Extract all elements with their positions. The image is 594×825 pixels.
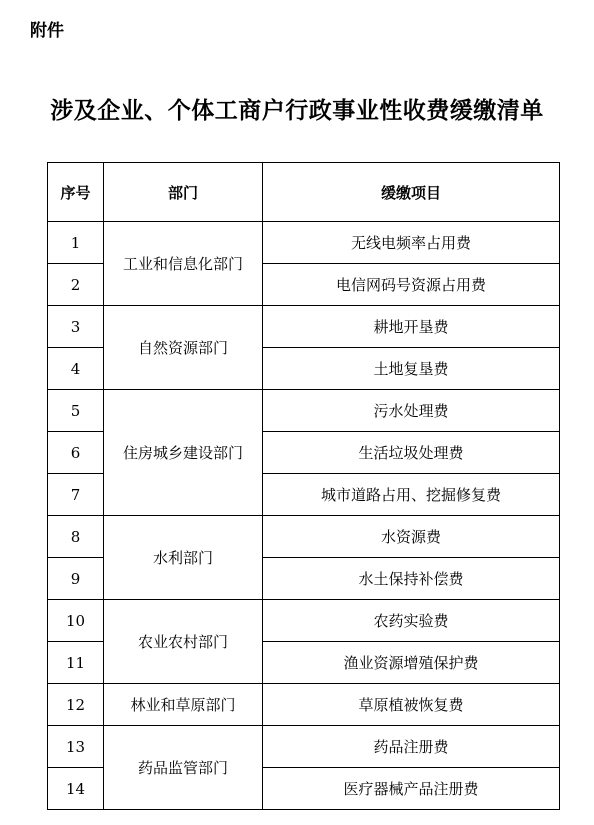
header-dept: 部门	[104, 163, 263, 222]
fee-item-cell: 医疗器械产品注册费	[263, 768, 560, 810]
department-cell: 药品监管部门	[104, 726, 263, 810]
department-cell: 水利部门	[104, 516, 263, 600]
department-cell: 农业农村部门	[104, 600, 263, 684]
header-item: 缓缴项目	[263, 163, 560, 222]
fee-item-cell: 土地复垦费	[263, 348, 560, 390]
table-row	[48, 390, 560, 432]
row-number: 4	[48, 348, 104, 390]
fee-item-cell: 污水处理费	[263, 390, 560, 432]
department-cell: 林业和草原部门	[104, 684, 263, 726]
row-number: 3	[48, 306, 104, 348]
row-number: 9	[48, 558, 104, 600]
fee-item-cell: 农药实验费	[263, 600, 560, 642]
table-row	[48, 684, 560, 726]
fee-item-cell: 水土保持补偿费	[263, 558, 560, 600]
department-cell: 工业和信息化部门	[104, 222, 263, 306]
fee-item-cell: 耕地开垦费	[263, 306, 560, 348]
table-row	[48, 222, 560, 264]
fee-item-cell: 无线电频率占用费	[263, 222, 560, 264]
fee-item-cell: 草原植被恢复费	[263, 684, 560, 726]
row-number: 7	[48, 474, 104, 516]
table-header-row	[48, 163, 560, 222]
table-row	[48, 306, 560, 348]
fee-item-cell: 水资源费	[263, 516, 560, 558]
table-row	[48, 726, 560, 768]
department-cell: 住房城乡建设部门	[104, 390, 263, 516]
row-number: 6	[48, 432, 104, 474]
row-number: 13	[48, 726, 104, 768]
row-number: 14	[48, 768, 104, 810]
fee-item-cell: 药品注册费	[263, 726, 560, 768]
fee-deferral-table	[47, 162, 560, 810]
fee-item-cell: 渔业资源增殖保护费	[263, 642, 560, 684]
row-number: 8	[48, 516, 104, 558]
row-number: 12	[48, 684, 104, 726]
document-title: 涉及企业、个体工商户行政事业性收费缓缴清单	[50, 98, 544, 124]
fee-item-cell: 电信网码号资源占用费	[263, 264, 560, 306]
table-row	[48, 516, 560, 558]
department-cell: 自然资源部门	[104, 306, 263, 390]
table-row	[48, 600, 560, 642]
table-body	[48, 222, 560, 810]
row-number: 2	[48, 264, 104, 306]
attachment-label: 附件	[30, 21, 64, 41]
row-number: 11	[48, 642, 104, 684]
row-number: 1	[48, 222, 104, 264]
fee-item-cell: 生活垃圾处理费	[263, 432, 560, 474]
header-no: 序号	[48, 163, 104, 222]
fee-item-cell: 城市道路占用、挖掘修复费	[263, 474, 560, 516]
row-number: 5	[48, 390, 104, 432]
row-number: 10	[48, 600, 104, 642]
